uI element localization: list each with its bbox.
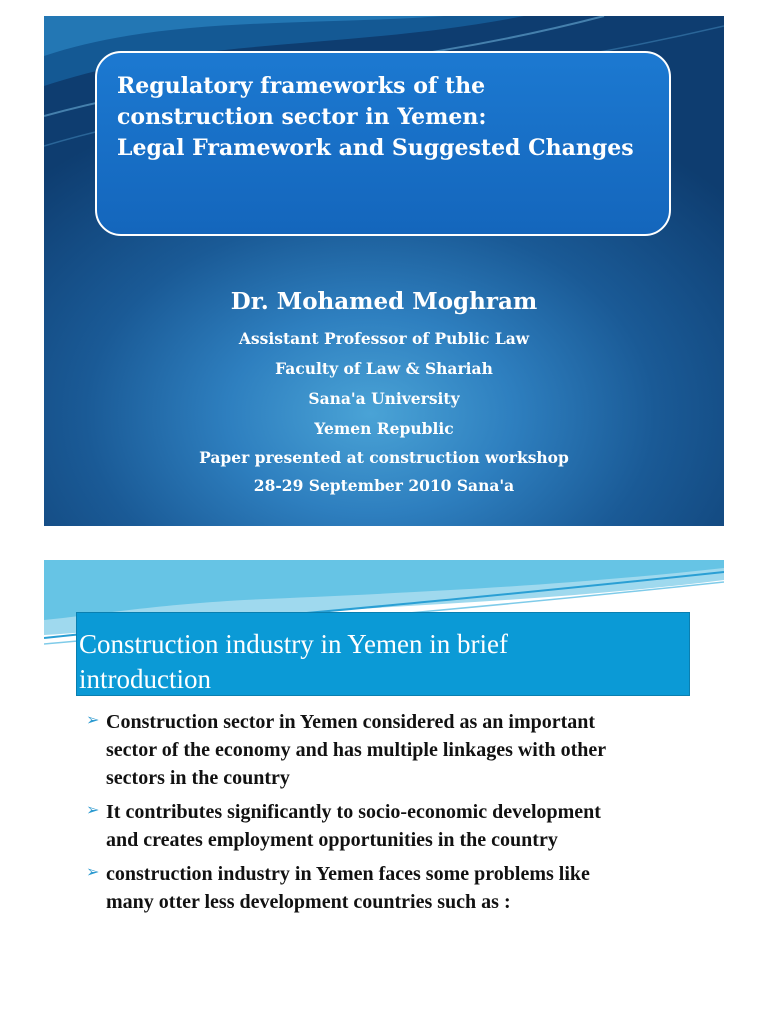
bullet-item — [84, 798, 714, 854]
slide-title-line: construction sector in Yemen: — [117, 104, 487, 130]
slide-title-line: Legal Framework and Suggested Changes — [117, 135, 634, 161]
bullet-text: and creates employment opportunities in the country — [106, 829, 558, 851]
title-slide — [44, 16, 724, 526]
title-box — [95, 51, 671, 236]
presentation-date: 28-29 September 2010 Sana'a — [253, 476, 515, 495]
bullet-text: construction industry in Yemen faces some problems like — [106, 863, 590, 885]
author-name: Dr. Mohamed Moghram — [230, 288, 538, 315]
bullet-item — [84, 860, 714, 916]
bullet-text: sector of the economy and has multiple linkages with other — [106, 739, 607, 761]
slide-heading-box — [76, 612, 690, 696]
slide-heading-line: Construction industry in Yemen in brief — [79, 629, 508, 659]
bullet-text: sectors in the country — [106, 767, 290, 789]
bullet-text: It contributes significantly to socio-economic development — [106, 801, 601, 823]
author-faculty: Faculty of Law & Shariah — [275, 359, 493, 378]
author-country: Yemen Republic — [314, 419, 454, 438]
content-slide — [44, 560, 724, 1024]
bullet-text: many otter less development countries such as : — [106, 891, 511, 913]
arrow-right-icon: ➢ — [86, 800, 100, 819]
bullet-list — [84, 708, 714, 922]
author-position: Assistant Professor of Public Law — [238, 329, 530, 348]
bullet-text: Construction sector in Yemen considered as an important — [106, 711, 596, 733]
arrow-right-icon: ➢ — [86, 862, 100, 881]
author-university: Sana'a University — [308, 389, 460, 408]
slide-heading-line: introduction — [79, 664, 211, 694]
slide-title-line: Regulatory frameworks of the — [117, 73, 486, 99]
arrow-right-icon: ➢ — [86, 710, 100, 729]
presentation-note: Paper presented at construction workshop — [199, 448, 569, 467]
bullet-item — [84, 708, 714, 792]
